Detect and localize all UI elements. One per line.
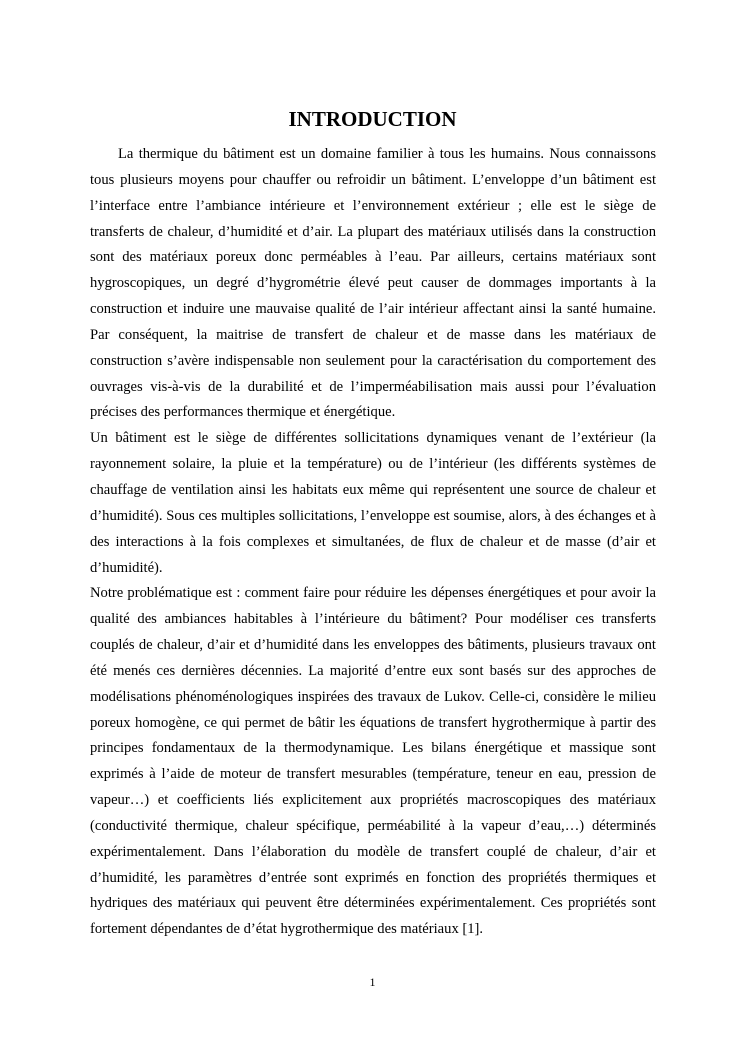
paragraph-3: Notre problématique est : comment faire pour réduire les dépenses énergétiques et pour avoir la qualité des ambiances habitables à l’intérieure du bâtiment? Pour modéliser ces transferts couplés de chaleur, d’air et d’humidité dans les enveloppes des bâtiments, plusieurs travaux ont été menés ces dernières décennies. La majorité d’entre eux sont basés sur des approches de modélisations phénoménologiques inspirées des travaux de Lukov. Celle-ci, considère le milieu poreux homogène, ce qui permet de bâtir les équations de transfert hygrothermique à partir des principes fondamentaux de la thermodynamique. Les bilans énergétique et massique sont exprimés à l’aide de moteur de transfert mesurables (température, teneur en eau, pression de vapeur…) et coefficients liés explicitement aux propriétés macroscopiques des matériaux (conductivité thermique, chaleur spécifique, perméabilité à la vapeur d’eau,…) déterminés expérimentalement. Dans l’élaboration du modèle de transfert couplé de chaleur, d’air et d’humidité, les paramètres d’entrée sont exprimés en fonction des propriétés thermiques et hydriques des matériaux qui peuvent être déterminées expérimentalement. Ces propriétés sont fortement dépendantes de d’état hygrothermique des matériaux [1]. bbox=[90, 585, 656, 938]
paragraph-2: Un bâtiment est le siège de différentes sollicitations dynamiques venant de l’extérieur (la rayonnement solaire, la pluie et la température) ou de l’intérieur (les différents systèmes de chauffage de ventilation ainsi les habitats eux même qui représentent une source de chaleur et d’humidité). Sous ces multiples sollicitations, l’enveloppe est soumise, alors, à des échanges et à des interactions à la fois complexes et simultanées, de flux de chaleur et de masse (d’air et d’humidité). bbox=[90, 430, 656, 576]
page-number: 1 bbox=[369, 975, 376, 989]
page-title: INTRODUCTION bbox=[288, 107, 457, 131]
body-text bbox=[90, 142, 656, 943]
paragraph-1: La thermique du bâtiment est un domaine familier à tous les humains. Nous connaissons tous plusieurs moyens pour chauffer ou refroidir un bâtiment. L’enveloppe d’un bâtiment est l’interface entre l’ambiance intérieure et l’environnement extérieur ; elle est le siège de transferts de chaleur, d’humidité et d’air. La plupart des matériaux utilisés dans la construction sont des matériaux poreux donc perméables à l’eau. Par ailleurs, certains matériaux sont hygroscopiques, un degré d’hygrométrie élevé peut causer de dommages importants à la construction et induire une mauvaise qualité de l’air intérieur affectant ainsi la santé humaine. Par conséquent, la maitrise de transfert de chaleur et de masse dans les matériaux de construction s’avère indispensable non seulement pour la caractérisation du comportement des ouvrages vis-à-vis de la durabilité et de l’imperméabilisation mais aussi pour l’évaluation précises des performances thermique et énergétique. bbox=[90, 146, 656, 421]
